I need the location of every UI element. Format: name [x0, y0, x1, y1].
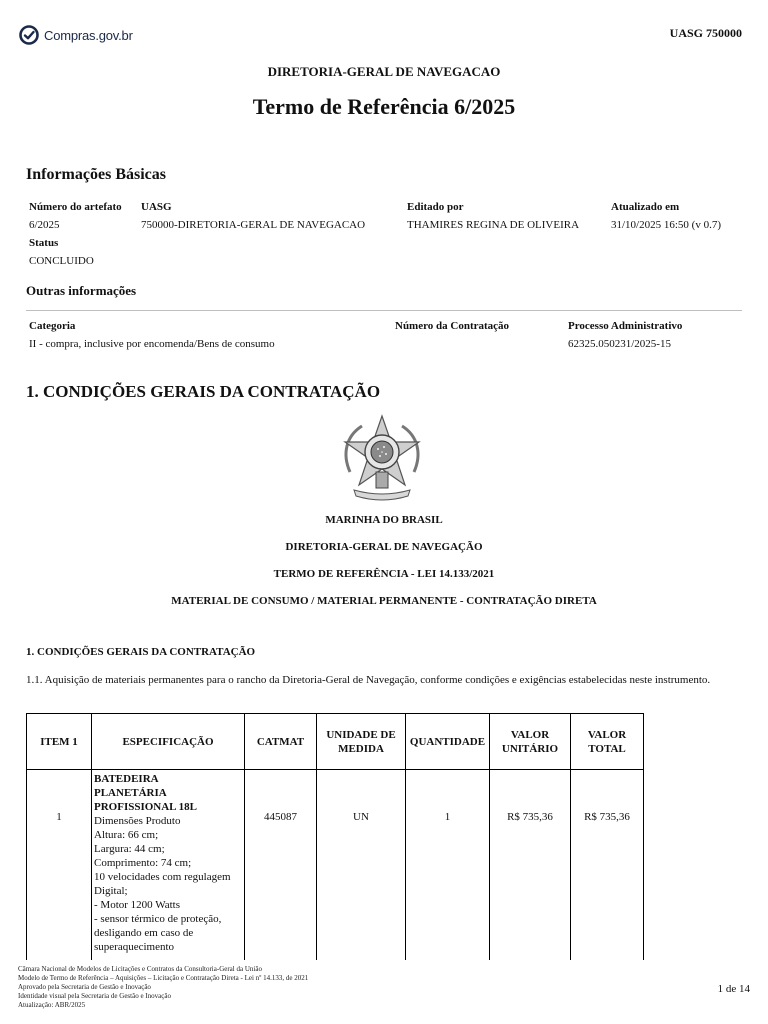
- spec-line: Digital;: [94, 885, 128, 897]
- spec-line: Altura: 66 cm;: [94, 829, 159, 841]
- artifact-number-value: 6/2025: [29, 219, 60, 231]
- footer-line: Câmara Nacional de Modelos de Licitações e Contratos da Consultoria-Geral da União: [18, 965, 262, 973]
- spec-line: - sensor térmico de proteção,: [94, 913, 222, 925]
- section-divider: [26, 310, 742, 311]
- footer-line: Identidade visual pela Secretaria de Gestão e Inovação: [18, 992, 171, 1000]
- edited-by-label: Editado por: [407, 201, 464, 213]
- cell-item: 1: [27, 770, 92, 960]
- edited-by-value: THAMIRES REGINA DE OLIVEIRA: [407, 219, 580, 231]
- other-info-heading: Outras informações: [26, 283, 137, 298]
- basic-info-heading: Informações Básicas: [26, 166, 166, 183]
- logo-text: Compras.gov.br: [44, 27, 133, 43]
- status-value: CONCLUIDO: [29, 255, 94, 267]
- artifact-number-label: Número do artefato: [29, 201, 122, 213]
- col-header-item: ITEM 1: [27, 714, 92, 770]
- document-title: Termo de Referência 6/2025: [252, 94, 516, 119]
- status-label: Status: [29, 237, 59, 249]
- section-1-subheading: 1. CONDIÇÕES GERAIS DA CONTRATAÇÃO: [26, 646, 256, 658]
- section-1-heading: 1. CONDIÇÕES GERAIS DA CONTRATAÇÃO: [26, 382, 381, 401]
- compras-logo: [18, 24, 133, 46]
- spec-line: superaquecimento: [94, 941, 175, 953]
- spec-title-line: PROFISSIONAL 18L: [94, 801, 197, 813]
- items-table: [26, 713, 644, 960]
- col-header-spec: ESPECIFICAÇÃO: [92, 714, 245, 770]
- table-row: [27, 770, 644, 960]
- category-label: Categoria: [29, 320, 76, 332]
- spec-line: desligando em caso de: [94, 927, 194, 939]
- uasg-value: 750000-DIRETORIA-GERAL DE NAVEGACAO: [141, 219, 366, 231]
- coat-of-arms-emblem: [336, 412, 428, 504]
- navy-name: MARINHA DO BRASIL: [325, 514, 443, 526]
- page-number: 1 de 14: [717, 983, 750, 995]
- cell-total-value: R$ 735,36: [571, 770, 644, 960]
- footer-line: Atualização: ABR/2025: [18, 1001, 86, 1009]
- spec-line: Comprimento: 74 cm;: [94, 857, 192, 869]
- footer-line: Aprovado pela Secretaria de Gestão e Inovação: [18, 983, 151, 991]
- updated-at-value: 31/10/2025 16:50 (v 0.7): [611, 219, 721, 231]
- section-1-paragraph: 1.1. Aquisição de materiais permanentes para o rancho da Diretoria-Geral de Navegação, conforme condições e exigências estabelecidas neste instrumento.: [26, 674, 711, 686]
- tr-law-title: TERMO DE REFERÊNCIA - LEI 14.133/2021: [273, 568, 495, 580]
- unit-value-header-line2: UNITÁRIO: [501, 742, 559, 755]
- col-header-total: [571, 714, 644, 770]
- table-header-row: [27, 714, 644, 770]
- spec-line: 10 velocidades com regulagem: [94, 871, 231, 883]
- material-type-title: MATERIAL DE CONSUMO / MATERIAL PERMANENTE - CONTRATAÇÃO DIRETA: [171, 595, 597, 607]
- cell-qty: 1: [406, 770, 490, 960]
- contract-number-label: Número da Contratação: [395, 320, 510, 332]
- category-value: II - compra, inclusive por encomenda/Bens de consumo: [29, 338, 275, 350]
- admin-process-label: Processo Administrativo: [568, 320, 683, 332]
- spec-line: Largura: 44 cm;: [94, 843, 165, 855]
- col-header-unit-value: [490, 714, 571, 770]
- organization-name: DIRETORIA-GERAL DE NAVEGACAO: [267, 64, 501, 79]
- cell-spec: [92, 770, 245, 960]
- cell-unit-value: R$ 735,36: [490, 770, 571, 960]
- cell-unit: UN: [317, 770, 406, 960]
- cell-catmat: 445087: [245, 770, 317, 960]
- spec-line: Dimensões Produto: [94, 815, 181, 827]
- total-header-line1: VALOR: [587, 728, 627, 741]
- uasg-header-label: UASG 750000: [669, 26, 742, 40]
- total-header-line2: TOTAL: [588, 742, 626, 755]
- unit-header-line1: UNIDADE DE: [326, 728, 396, 741]
- col-header-catmat: CATMAT: [245, 714, 317, 770]
- unit-value-header-line1: VALOR: [510, 728, 550, 741]
- spec-line: - Motor 1200 Watts: [94, 899, 180, 911]
- spec-title-line: PLANETÁRIA: [94, 787, 167, 799]
- compras-logo-icon: [18, 24, 40, 46]
- spec-title-line: BATEDEIRA: [94, 773, 159, 785]
- footer-line: Modelo de Termo de Referência – Aquisições – Licitação e Contratação Direta - Lei nº 14.133, de 2021: [18, 974, 309, 982]
- col-header-qty: QUANTIDADE: [406, 714, 490, 770]
- footer-credits: [18, 965, 308, 1010]
- updated-at-label: Atualizado em: [611, 201, 680, 213]
- admin-process-value: 62325.050231/2025-15: [568, 338, 671, 350]
- uasg-label: UASG: [141, 201, 172, 213]
- col-header-unit: [317, 714, 406, 770]
- directorate-name: DIRETORIA-GERAL DE NAVEGAÇÃO: [285, 541, 483, 553]
- unit-header-line2: MEDIDA: [338, 742, 384, 755]
